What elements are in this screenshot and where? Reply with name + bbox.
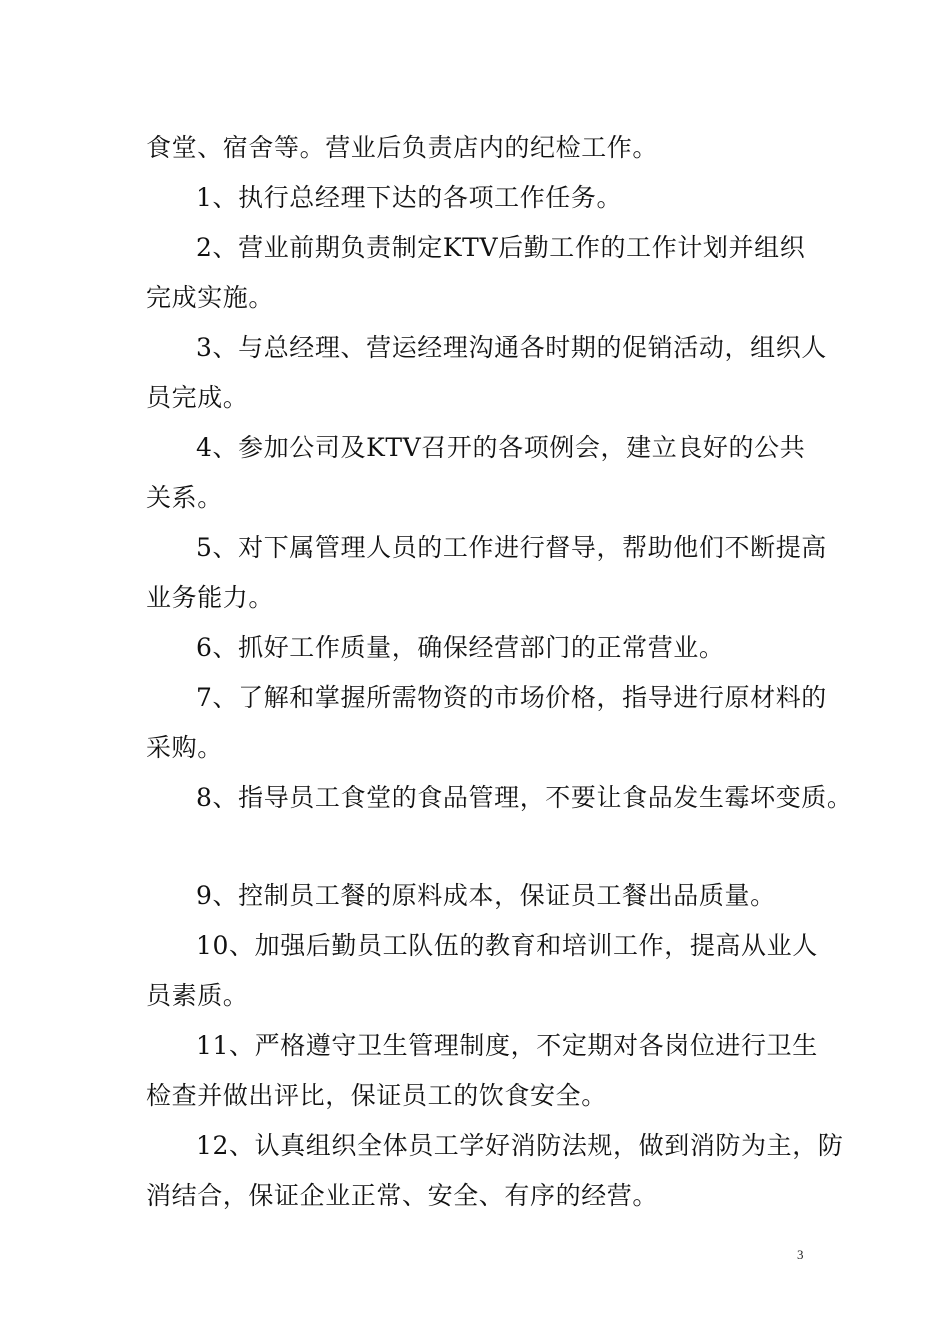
list-item-3-continuation: 员完成。 <box>146 383 249 412</box>
text-line: 食堂、宿舍等。营业后负责店内的纪检工作。 <box>146 133 659 162</box>
list-item-5: 5、对下属管理人员的工作进行督导，帮助他们不断提高 <box>196 533 827 562</box>
list-item-2: 2、营业前期负责制定KTV后勤工作的工作计划并组织 <box>196 233 806 262</box>
list-item-12: 12、认真组织全体员工学好消防法规，做到消防为主，防 <box>196 1131 844 1160</box>
list-item-2-continuation: 完成实施。 <box>146 283 275 312</box>
list-item-4-continuation: 关系。 <box>146 483 223 512</box>
list-item-8: 8、指导员工食堂的食品管理，不要让食品发生霉坏变质。 <box>196 783 853 812</box>
list-item-11: 11、严格遵守卫生管理制度，不定期对各岗位进行卫生 <box>196 1031 818 1060</box>
list-item-10: 10、加强后勤员工队伍的教育和培训工作，提高从业人 <box>196 931 818 960</box>
list-item-3: 3、与总经理、营运经理沟通各时期的促销活动，组织人 <box>196 333 827 362</box>
list-item-7: 7、了解和掌握所需物资的市场价格，指导进行原材料的 <box>196 683 827 712</box>
list-item-6: 6、抓好工作质量，确保经营部门的正常营业。 <box>196 633 725 662</box>
list-item-7-continuation: 采购。 <box>146 733 223 762</box>
list-item-12-continuation: 消结合，保证企业正常、安全、有序的经营。 <box>146 1181 659 1210</box>
page-number: 3 <box>797 1247 804 1262</box>
list-item-10-continuation: 员素质。 <box>146 981 249 1010</box>
list-item-1: 1、执行总经理下达的各项工作任务。 <box>196 183 623 212</box>
list-item-4: 4、参加公司及KTV召开的各项例会，建立良好的公共 <box>196 433 806 462</box>
list-item-5-continuation: 业务能力。 <box>146 583 275 612</box>
list-item-9: 9、控制员工餐的原料成本，保证员工餐出品质量。 <box>196 881 776 910</box>
list-item-11-continuation: 检查并做出评比，保证员工的饮食安全。 <box>146 1081 607 1110</box>
